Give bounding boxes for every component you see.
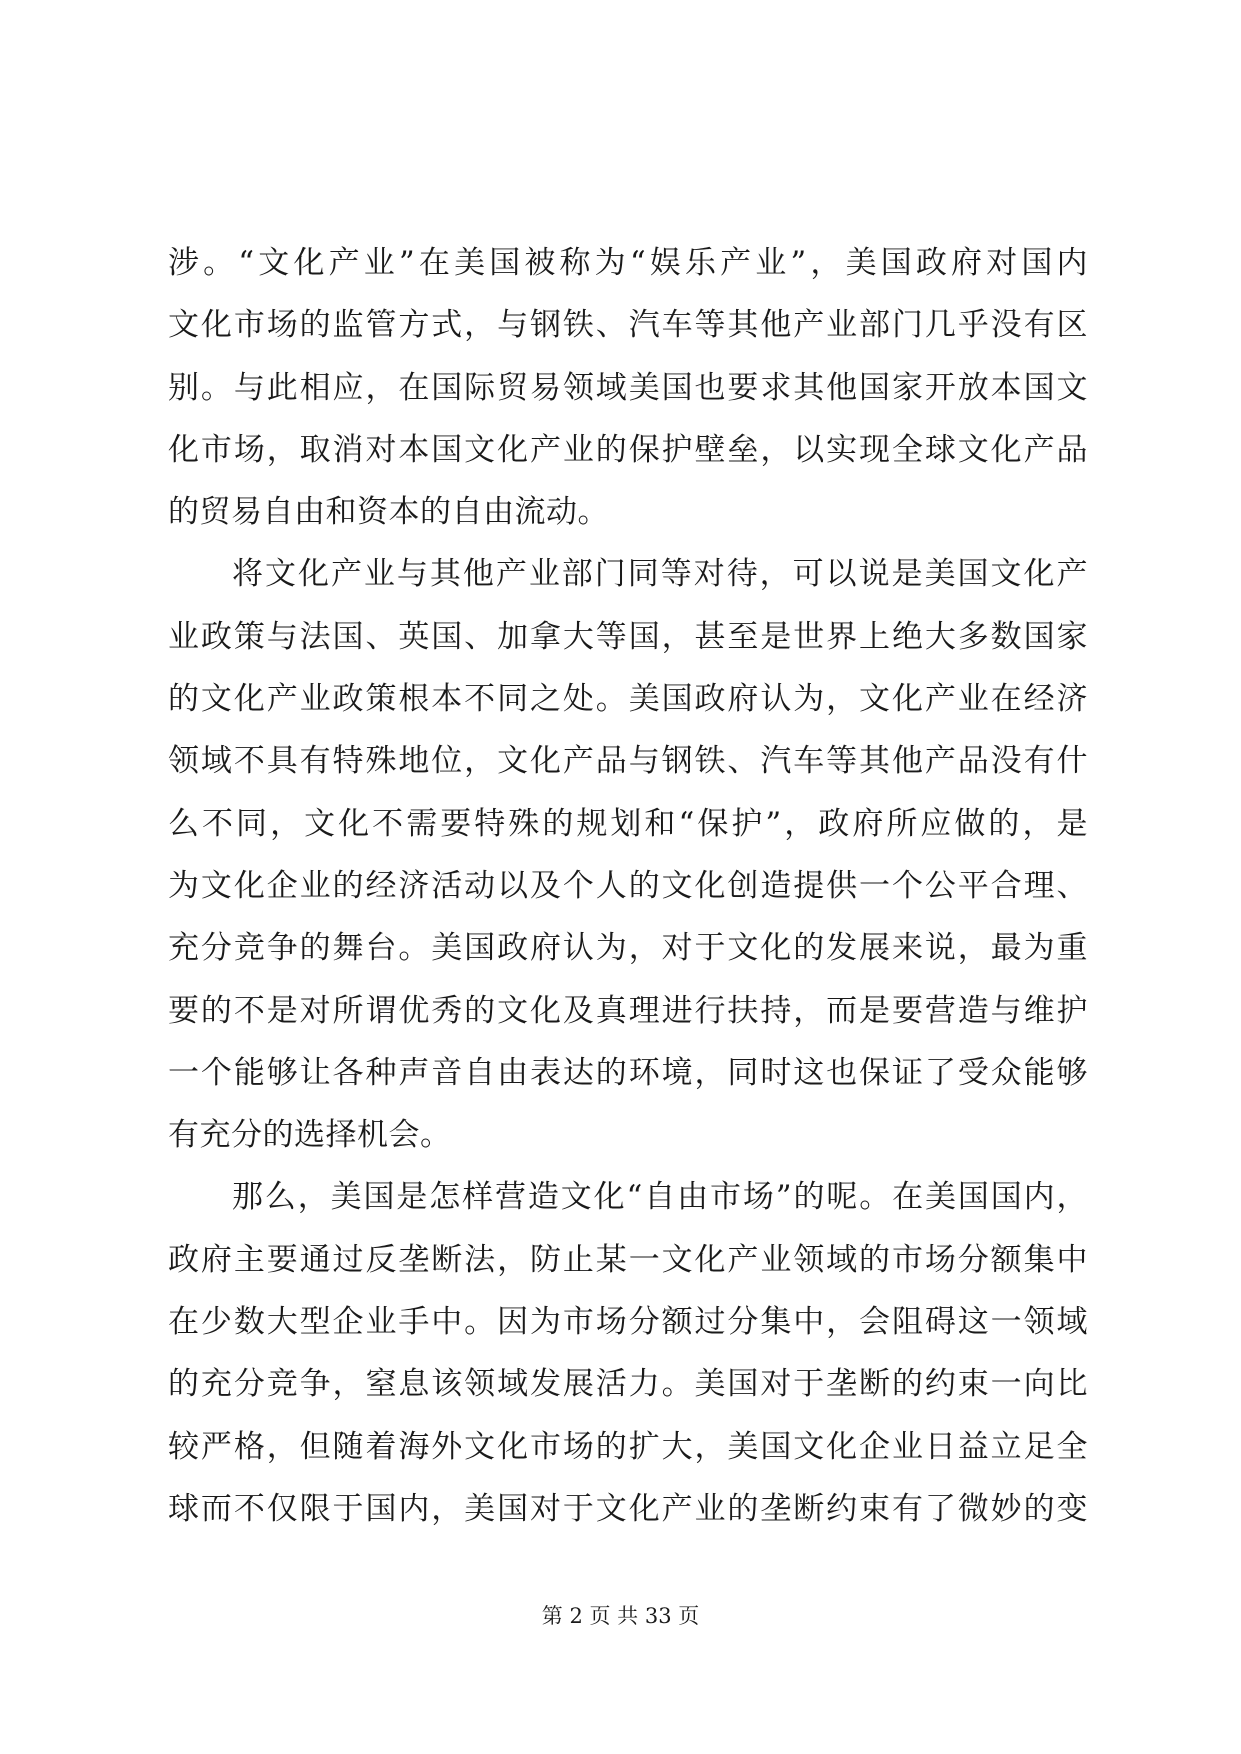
text-line: 为文化企业的经济活动以及个人的文化创造提供一个公平合理、 xyxy=(168,867,1088,904)
text-line: 有充分的选择机会。 xyxy=(168,1117,452,1154)
text-line: 那么，美国是怎样营造文化“自由市场”的呢。在美国国内， xyxy=(232,1179,1088,1216)
text-line: 的贸易自由和资本的自由流动。 xyxy=(168,494,609,531)
text-line: 文化市场的监管方式，与钢铁、汽车等其他产业部门几乎没有区 xyxy=(168,307,1088,344)
text-line: 将文化产业与其他产业部门同等对待，可以说是美国文化产 xyxy=(232,556,1088,593)
text-line: 一个能够让各种声音自由表达的环境，同时这也保证了受众能够 xyxy=(168,1054,1088,1091)
text-line: 要的不是对所谓优秀的文化及真理进行扶持，而是要营造与维护 xyxy=(168,992,1088,1029)
text-line: 业政策与法国、英国、加拿大等国，甚至是世界上绝大多数国家 xyxy=(168,618,1088,655)
text-line: 在少数大型企业手中。因为市场分额过分集中，会阻碍这一领域 xyxy=(168,1304,1088,1341)
text-line: 别。与此相应，在国际贸易领域美国也要求其他国家开放本国文 xyxy=(168,369,1088,406)
text-line: 么不同，文化不需要特殊的规划和“保护”，政府所应做的，是 xyxy=(168,805,1088,842)
text-line: 涉。“文化产业”在美国被称为“娱乐产业”，美国政府对国内 xyxy=(168,245,1088,281)
text-line: 领域不具有特殊地位，文化产品与钢铁、汽车等其他产品没有什 xyxy=(168,743,1088,780)
body-text xyxy=(168,232,1088,1540)
page-number-footer: 第 2 页 共 33 页 xyxy=(541,1604,700,1628)
text-line: 球而不仅限于国内，美国对于文化产业的垄断约束有了微妙的变 xyxy=(168,1490,1088,1527)
text-line: 化市场，取消对本国文化产业的保护壁垒，以实现全球文化产品 xyxy=(168,431,1088,468)
text-line: 较严格，但随着海外文化市场的扩大，美国文化企业日益立足全 xyxy=(168,1428,1088,1465)
text-line: 政府主要通过反垄断法，防止某一文化产业领域的市场分额集中 xyxy=(168,1241,1088,1278)
text-line: 的充分竞争，窒息该领域发展活力。美国对于垄断的约束一向比 xyxy=(168,1366,1088,1403)
text-line: 的文化产业政策根本不同之处。美国政府认为，文化产业在经济 xyxy=(168,681,1088,718)
text-line: 充分竞争的舞台。美国政府认为，对于文化的发展来说，最为重 xyxy=(168,930,1088,967)
